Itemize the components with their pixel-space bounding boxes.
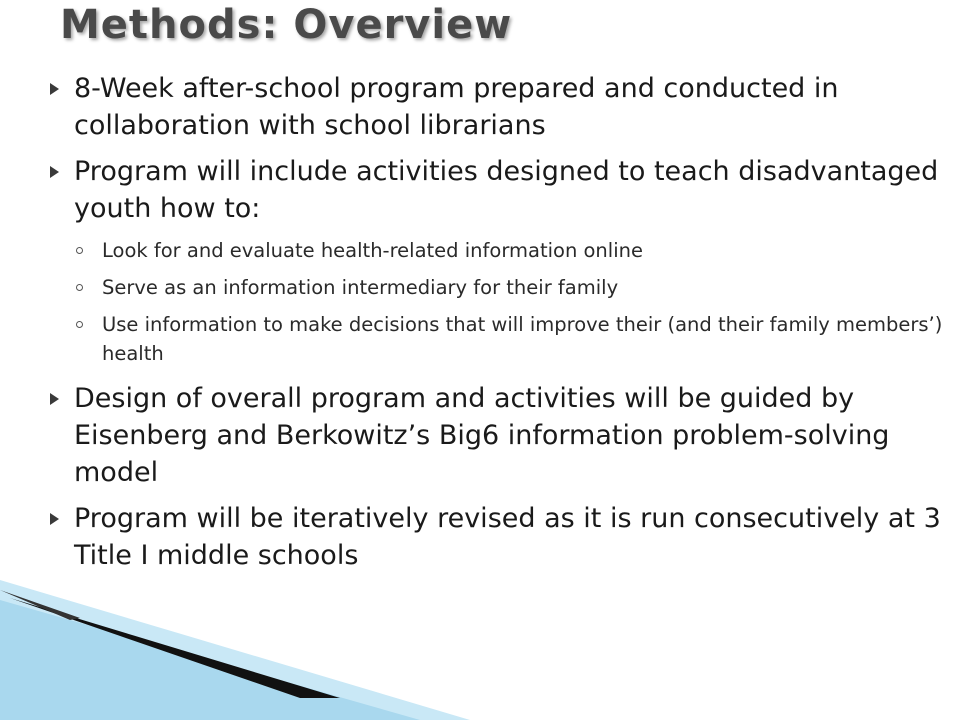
sub-bullet-item (46, 310, 946, 368)
bullet-list (46, 70, 946, 583)
bullet-text: Program will include activities designed to teach disadvantaged youth how to: (74, 156, 939, 224)
bullet-text: 8-Week after-school program prepared and conducted in collaboration with school librarians (74, 73, 839, 141)
sub-bullet-item (46, 236, 946, 265)
sub-bullet-text: Serve as an information intermediary for their family (102, 276, 619, 299)
bullet-text: Design of overall program and activities will be guided by Eisenberg and Berkowitz’s Big6 information problem-solving model (74, 383, 890, 488)
sub-bullet-text: Look for and evaluate health-related information online (102, 239, 643, 262)
arrowhead-bullet-icon (50, 83, 59, 95)
arrowhead-bullet-icon (50, 166, 59, 178)
arrowhead-bullet-icon (50, 513, 59, 525)
ring-bullet-icon (76, 247, 83, 254)
sub-bullet-text: Use information to make decisions that will improve their (and their family members’) health (102, 313, 943, 365)
arrowhead-bullet-icon (50, 393, 59, 405)
slide-title: Methods: Overview (60, 2, 513, 48)
bullet-text: Program will be iteratively revised as it is run consecutively at 3 Title I middle schools (74, 503, 941, 571)
bullet-item (46, 153, 946, 227)
bullet-item (46, 70, 946, 144)
sub-bullet-item (46, 273, 946, 302)
ring-bullet-icon (76, 321, 83, 328)
bullet-item (46, 380, 946, 491)
bullet-item (46, 500, 946, 574)
decorative-swoosh (0, 580, 520, 720)
ring-bullet-icon (76, 284, 83, 291)
sub-bullet-list (46, 236, 946, 368)
